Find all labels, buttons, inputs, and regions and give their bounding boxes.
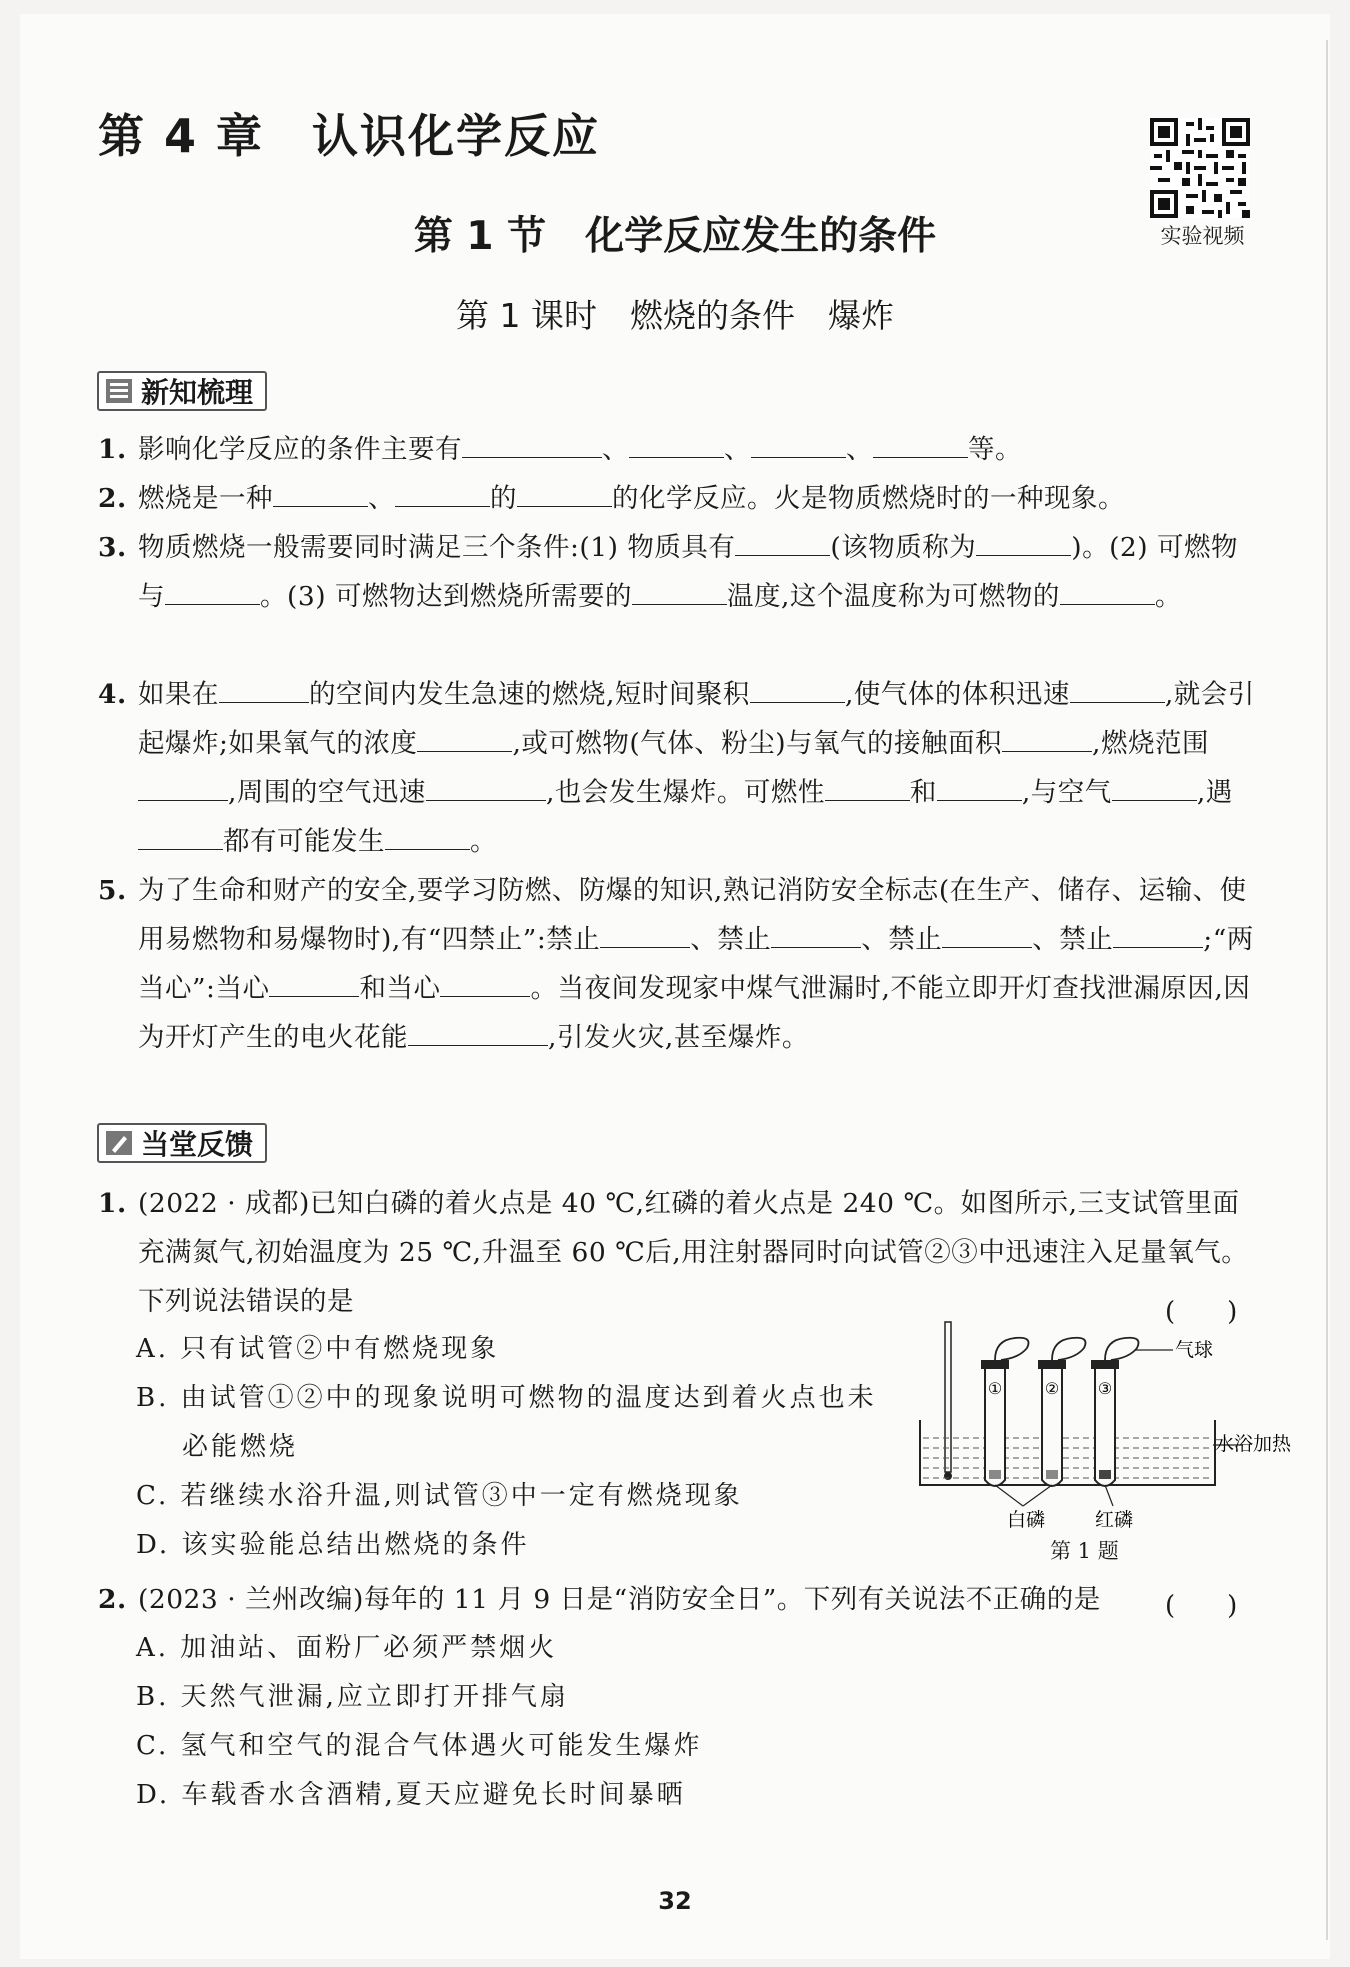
feedback-header	[97, 1123, 267, 1163]
option-b[interactable]: B. 天然气泄漏,应立即打开排气扇	[136, 1682, 569, 1712]
item-text: ,也会发生爆炸。可燃性	[545, 777, 825, 808]
answer-blank[interactable]	[269, 970, 359, 997]
answer-blank[interactable]	[825, 774, 910, 801]
question-number: 1.	[98, 1188, 127, 1219]
answer-blank[interactable]	[735, 529, 830, 556]
answer-paren[interactable]: ( )	[1165, 1591, 1238, 1621]
item-text: 燃烧是一种	[138, 483, 273, 514]
item-text: 、禁止	[1032, 924, 1114, 955]
item-text: ,与空气	[1021, 777, 1112, 808]
item-text: ,就会引起爆炸;如果氧气的浓度	[138, 679, 1255, 759]
item-text: 。	[470, 826, 497, 857]
option-c[interactable]: C. 氢气和空气的混合气体遇火可能发生爆炸	[136, 1731, 703, 1761]
answer-blank[interactable]	[632, 578, 727, 605]
experiment-figure	[915, 1320, 1292, 1560]
option-d[interactable]: D. 车载香水含酒精,夏天应避免长时间暴晒	[136, 1780, 686, 1810]
item-text: 的化学反应。火是物质燃烧时的一种现象。	[612, 483, 1125, 514]
knowledge-item-4	[98, 670, 1258, 866]
item-text: ,使气体的体积迅速	[844, 679, 1070, 710]
knowledge-header	[97, 371, 267, 411]
feedback-question-1	[98, 1179, 1258, 1326]
answer-blank[interactable]	[771, 921, 861, 948]
knowledge-item-2	[98, 474, 1258, 523]
option-c[interactable]: C. 若继续水浴升温,则试管③中一定有燃烧现象	[136, 1481, 743, 1511]
item-text: 、禁止	[861, 924, 943, 955]
balloon-1	[995, 1338, 1029, 1360]
question-number: 2.	[98, 1584, 127, 1615]
item-text: ,遇	[1196, 777, 1233, 808]
option-a[interactable]: A. 只有试管②中有燃烧现象	[136, 1334, 500, 1364]
knowledge-item-1	[98, 425, 1258, 474]
item-text: 、禁止	[690, 924, 772, 955]
white-phosphorus-label: 白磷	[1007, 1509, 1046, 1531]
figure-caption: 第 1 题	[1050, 1539, 1119, 1563]
answer-blank[interactable]	[600, 921, 690, 948]
item-text: ,引发火灾,甚至爆炸。	[548, 1022, 809, 1053]
water-bath	[920, 1420, 1215, 1485]
question-stem: (2023 · 兰州改编)每年的 11 月 9 日是“消防安全日”。下列有关说法不正确的是	[138, 1584, 1101, 1615]
item-text: 。当夜间发现家中煤气泄漏时,不能立即开灯查找泄漏原因,因为开灯产生的电火花能	[138, 973, 1251, 1053]
red-phosphorus-label: 红磷	[1095, 1509, 1134, 1531]
option-d[interactable]: D. 该实验能总结出燃烧的条件	[136, 1530, 530, 1560]
answer-blank[interactable]	[138, 823, 223, 850]
item-text: 为了生命和财产的安全,要学习防燃、防爆的知识,熟记消防安全标志(在生产、储存、运输、使用易燃物和易爆物时),有“四禁止”:禁止	[138, 875, 1247, 955]
balloon-3	[1105, 1338, 1139, 1360]
pencil-note-icon	[105, 1130, 133, 1156]
qr-label: 实验视频	[1160, 224, 1245, 248]
item-text: 。	[1154, 581, 1182, 612]
answer-blank[interactable]	[462, 431, 602, 458]
item-text: 、	[846, 434, 873, 465]
answer-blank[interactable]	[426, 774, 546, 801]
tube-label-2: ②	[1044, 1379, 1060, 1398]
answer-blank[interactable]	[395, 480, 490, 507]
section-title: 第 1 节 化学反应发生的条件	[413, 214, 937, 259]
answer-blank[interactable]	[1070, 676, 1165, 703]
answer-blank[interactable]	[629, 431, 724, 458]
answer-paren[interactable]: ( )	[1165, 1297, 1238, 1327]
item-text: 温度,这个温度称为可燃物的	[726, 581, 1060, 612]
item-text: 都有可能发生	[223, 826, 385, 857]
item-number: 2.	[98, 483, 127, 514]
knowledge-item-3	[98, 523, 1258, 621]
answer-blank[interactable]	[219, 676, 309, 703]
answer-blank[interactable]	[751, 431, 846, 458]
knowledge-header-label: 新知梳理	[141, 376, 254, 409]
answer-blank[interactable]	[942, 921, 1032, 948]
item-text: 。(3) 可燃物达到燃烧所需要的	[260, 581, 632, 612]
chapter-title: 第 4 章 认识化学反应	[98, 109, 601, 163]
item-text: ,燃烧范围	[1092, 728, 1209, 759]
answer-blank[interactable]	[417, 725, 512, 752]
item-text: 物质燃烧一般需要同时满足三个条件:(1) 物质具有	[138, 532, 736, 563]
answer-blank[interactable]	[385, 823, 470, 850]
answer-blank[interactable]	[1002, 725, 1092, 752]
item-text: 等。	[968, 434, 1022, 465]
answer-blank[interactable]	[517, 480, 612, 507]
balloon-label: 气球	[1175, 1339, 1214, 1361]
page-number: 32	[658, 1887, 692, 1915]
option-b-cont: 必能燃烧	[182, 1432, 299, 1462]
item-text: (该物质称为	[830, 532, 977, 563]
item-text: 如果在	[138, 679, 219, 710]
item-text: 、	[724, 434, 751, 465]
lesson-title: 第 1 课时 燃烧的条件 爆炸	[456, 296, 894, 335]
answer-blank[interactable]	[165, 578, 260, 605]
question-stem: (2022 · 成都)已知白磷的着火点是 40 ℃,红磷的着火点是 240 ℃。如图所示,三支试管里面充满氮气,初始温度为 25 ℃,升温至 60 ℃后,用注射器同时向试管②③中迅速注入足量氧气。下列说法错误的是	[138, 1188, 1249, 1317]
item-text: 、	[368, 483, 395, 514]
answer-blank[interactable]	[138, 774, 228, 801]
answer-blank[interactable]	[1112, 774, 1197, 801]
feedback-header-label: 当堂反馈	[141, 1128, 254, 1161]
answer-blank[interactable]	[873, 431, 968, 458]
tube-label-3: ③	[1097, 1379, 1113, 1398]
item-text: 和	[909, 777, 937, 808]
answer-blank[interactable]	[937, 774, 1022, 801]
item-text: ,或可燃物(气体、粉尘)与氧气的接触面积	[512, 728, 1003, 759]
bath-label: 水浴加热	[1215, 1433, 1292, 1455]
book-icon	[105, 378, 133, 404]
item-text: 的空间内发生急速的燃烧,短时间聚积	[309, 679, 750, 710]
item-text: )。(2) 可燃物与	[138, 532, 1239, 612]
answer-blank[interactable]	[750, 676, 845, 703]
answer-blank[interactable]	[440, 970, 530, 997]
knowledge-item-5	[98, 866, 1258, 1062]
feedback-question-2	[98, 1575, 1258, 1624]
answer-blank[interactable]	[1060, 578, 1155, 605]
item-number: 4.	[98, 679, 127, 710]
item-text: ;“两当心”:当心	[138, 924, 1254, 1004]
item-number: 3.	[98, 532, 127, 563]
answer-blank[interactable]	[273, 480, 368, 507]
answer-blank[interactable]	[1113, 921, 1203, 948]
item-number: 5.	[98, 875, 127, 906]
balloon-2	[1052, 1338, 1086, 1360]
thermometer	[945, 1322, 951, 1472]
option-a[interactable]: A. 加油站、面粉厂必须严禁烟火	[136, 1633, 558, 1663]
answer-blank[interactable]	[976, 529, 1071, 556]
answer-blank[interactable]	[408, 1019, 548, 1046]
item-text: 和当心	[359, 973, 441, 1004]
option-b[interactable]: B. 由试管①②中的现象说明可燃物的温度达到着火点也未	[136, 1383, 877, 1413]
item-text: ,周围的空气迅速	[228, 777, 426, 808]
item-text: 影响化学反应的条件主要有	[138, 434, 462, 465]
qr-code[interactable]	[1150, 118, 1250, 218]
item-text: 、	[602, 434, 629, 465]
tube-label-1: ①	[987, 1379, 1003, 1398]
item-number: 1.	[98, 434, 127, 465]
item-text: 的	[490, 483, 517, 514]
